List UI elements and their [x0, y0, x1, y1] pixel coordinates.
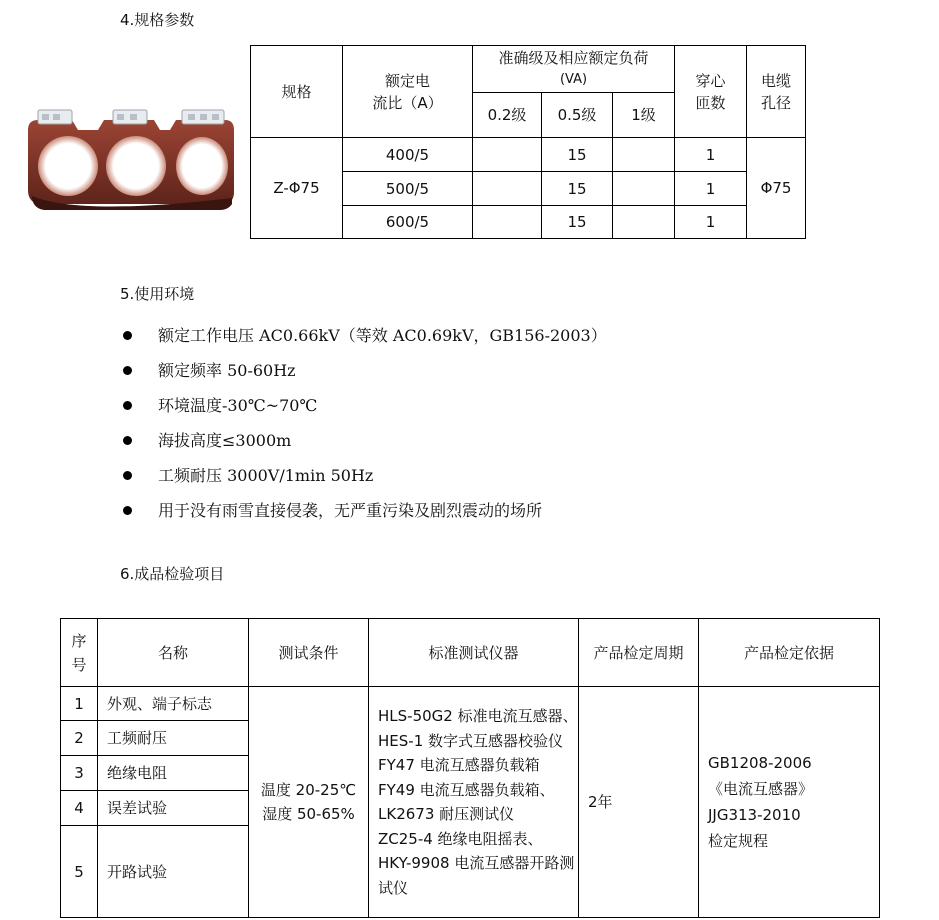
class-0-2-cell [473, 206, 542, 239]
item-no-cell: 1 [61, 687, 98, 721]
header-turns: 穿心 匝数 [675, 46, 747, 138]
class-0-2-cell [473, 138, 542, 172]
list-item: 工频耐压 3000V/1min 50Hz [120, 458, 607, 493]
turns-cell: 1 [675, 172, 747, 206]
bullet-icon [123, 401, 132, 410]
list-item: 用于没有雨雪直接侵袭，无严重污染及剧烈震动的场所 [120, 493, 607, 528]
item-no-cell: 3 [61, 756, 98, 791]
header-rated-ratio: 额定电 流比（A） [343, 46, 473, 138]
section-6-heading: 6.成品检验项目 [120, 565, 225, 583]
header-no: 序 号 [61, 619, 98, 687]
header-period: 产品检定周期 [579, 619, 699, 687]
table-row [61, 687, 880, 721]
item-no-cell: 2 [61, 721, 98, 756]
class-1-cell [613, 138, 675, 172]
spec-table [250, 45, 806, 239]
cable-hole-cell: Φ75 [747, 138, 806, 239]
header-instruments: 标准测试仪器 [369, 619, 579, 687]
item-name-cell: 开路试验 [98, 826, 249, 918]
item-name-cell: 工频耐压 [98, 721, 249, 756]
item-name-cell: 误差试验 [98, 791, 249, 826]
turns-cell: 1 [675, 206, 747, 239]
ratio-cell: 500/5 [343, 172, 473, 206]
header-class-1: 1级 [613, 93, 675, 138]
class-1-cell [613, 172, 675, 206]
list-item: 额定频率 50-60Hz [120, 353, 607, 388]
bullet-icon [123, 331, 132, 340]
table-row [251, 138, 806, 172]
environment-list [120, 318, 607, 528]
header-spec: 规格 [251, 46, 343, 138]
ratio-cell: 600/5 [343, 206, 473, 239]
class-0-5-cell: 15 [542, 206, 613, 239]
header-name: 名称 [98, 619, 249, 687]
class-0-5-cell: 15 [542, 172, 613, 206]
bullet-icon [123, 366, 132, 375]
list-item: 海拔高度≤3000m [120, 423, 607, 458]
header-conditions: 测试条件 [249, 619, 369, 687]
list-item: 额定工作电压 AC0.66kV（等效 AC0.69kV，GB156-2003） [120, 318, 607, 353]
class-0-5-cell: 15 [542, 138, 613, 172]
bullet-icon [123, 506, 132, 515]
section-5-heading: 5.使用环境 [120, 285, 195, 303]
header-cable-hole: 电缆 孔径 [747, 46, 806, 138]
header-basis: 产品检定依据 [699, 619, 880, 687]
section-4-heading: 4.规格参数 [120, 11, 195, 29]
ratio-cell: 400/5 [343, 138, 473, 172]
bullet-icon [123, 436, 132, 445]
bullet-icon [123, 471, 132, 480]
current-transformer-image [20, 100, 238, 218]
conditions-cell: 温度 20-25℃ 湿度 50-65% [249, 687, 369, 918]
header-class-0-2: 0.2级 [473, 93, 542, 138]
header-accuracy: 准确级及相应额定负荷 (VA) [473, 46, 675, 93]
item-name-cell: 绝缘电阻 [98, 756, 249, 791]
period-cell: 2年 [579, 687, 699, 918]
header-class-0-5: 0.5级 [542, 93, 613, 138]
item-no-cell: 4 [61, 791, 98, 826]
turns-cell: 1 [675, 138, 747, 172]
item-no-cell: 5 [61, 826, 98, 918]
item-name-cell: 外观、端子标志 [98, 687, 249, 721]
model-cell: Z-Φ75 [251, 138, 343, 239]
class-1-cell [613, 206, 675, 239]
list-item: 环境温度-30℃~70℃ [120, 388, 607, 423]
basis-cell: GB1208-2006 《电流互感器》 JJG313-2010 检定规程 [699, 687, 880, 918]
class-0-2-cell [473, 172, 542, 206]
instruments-cell: HLS-50G2 标准电流互感器、 HES-1 数字式互感器校验仪 FY47 电流互感器负载箱 FY49 电流互感器负载箱、 LK2673 耐压测试仪 ZC25-4 绝缘电阻摇表、 HKY-9908 电流互感器开路测 试仪 [369, 687, 579, 918]
inspection-table [60, 618, 880, 918]
